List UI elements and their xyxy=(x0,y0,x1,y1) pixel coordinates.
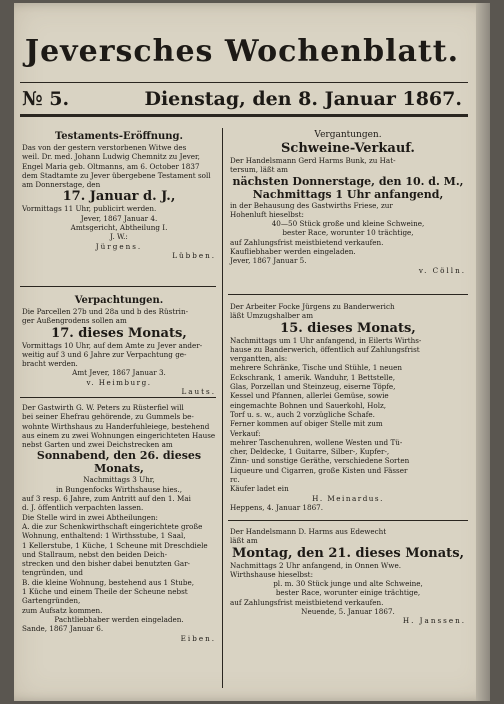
notice-line: Gartengründen, xyxy=(22,596,81,606)
notice-rule xyxy=(228,520,468,521)
notice-line: nebst Garten und zwei Deichstrecken am xyxy=(22,440,173,450)
notice-line: Ferner kommen auf obiger Stelle mit zum xyxy=(230,419,383,429)
notice-line: Amt Jever, 1867 Januar 3. xyxy=(72,368,166,378)
notice-signature: v. Cölln. xyxy=(418,265,466,275)
notice-line: mehrer Taschenuhren, wollene Westen und Tü- xyxy=(230,437,403,447)
notice-date: Sonnabend, den 26. dieses Monats, xyxy=(36,449,202,476)
notice-title: Schweine-Verkauf. xyxy=(281,141,415,156)
left-column xyxy=(22,403,216,643)
notice-line: Der Handelsmann Gerd Harms Bunk, zu Hat- xyxy=(230,156,396,165)
notice-line: cher, Deldecke, 1 Guitarre, Silber-, Kupfer-, xyxy=(230,447,390,457)
notice-line: Eckschrank, 1 amerik. Wanduhr, 1 Bettstelle, xyxy=(230,372,396,382)
notice-line: Der Handelsmann D. Harms aus Edewecht xyxy=(230,527,387,536)
notice-line: Die Parcellen 27b und 28a und b des Rüstrin- xyxy=(22,307,189,316)
notice-line: mehrere Schränke, Tische und Stühle, 1 neuen xyxy=(230,363,403,373)
notice-line: tengründen, und xyxy=(22,568,83,578)
notice-line: Jever, 1867 Januar 5. xyxy=(230,256,307,266)
notice-line: am Donnerstage, den xyxy=(22,180,101,190)
notice-line: Jever, 1867 Januar 4. xyxy=(80,213,158,223)
notice-signature: J. W.: xyxy=(110,232,128,242)
notice-line: Neuende, 5. Januar 1867. xyxy=(301,607,395,617)
notice-line: weitig auf 3 und 6 Jahre zur Verpachtung ge- xyxy=(22,349,187,359)
column-divider xyxy=(222,128,223,688)
notice-line: Der Arbeiter Focke Jürgens zu Banderwerich xyxy=(230,302,395,311)
notice-line: rc. xyxy=(230,475,240,485)
notice-line: vergantten, als: xyxy=(230,354,288,364)
notice-line: Amtsgericht, Abtheilung I. xyxy=(70,223,168,233)
dateline-rule xyxy=(20,114,468,117)
notice-line: Engel Maria geb. Oltmanns, am 6. October 1837 xyxy=(22,161,200,171)
notice-line: Hohenluft hieselbst: xyxy=(230,209,304,219)
notice-title: Verpachtungen. xyxy=(74,295,164,306)
left-column xyxy=(22,130,216,260)
notice-line: Das von der gestern verstorbenen Witwe des xyxy=(22,143,187,152)
notice-line: Zinn- und sonstige Geräthe, verschiedene Sorten xyxy=(230,456,410,466)
notice-line: bester Race, worunter 10 trächtige, xyxy=(282,228,414,238)
notice-signature: H. Janssen. xyxy=(402,616,466,626)
right-column xyxy=(230,527,466,626)
notice-signature: Lauts. xyxy=(181,387,216,397)
notice-line: ger Außengrodens sollen am xyxy=(22,316,127,326)
notice-line: Der Gastwirth G. W. Peters zu Rüsterfiel will xyxy=(22,403,184,412)
notice-line: A. die zur Schenkwirthschaft eingerichtete große xyxy=(22,521,203,531)
notice-line: Torf u. s. w., auch 2 vorzügliche Schafe. xyxy=(230,409,375,419)
left-column xyxy=(22,294,216,396)
notice-date: nächsten Donnerstage, den 10. d. M., xyxy=(232,174,464,188)
notice-date: Montag, den 21. dieses Monats, xyxy=(231,545,465,561)
notice-date: 17. dieses Monats, xyxy=(51,325,187,341)
notice-signature: Eiben. xyxy=(180,633,216,643)
notice-line: Kessel und Pfannen, allerlei Gemüse, sowie xyxy=(230,391,389,401)
notice-line: Verkauf: xyxy=(230,428,261,438)
notice-line: zum Aufsatz kommen. xyxy=(22,605,103,615)
notice-line: auf Zahlungsfrist meistbietend verkaufen. xyxy=(230,237,384,247)
notice-line: dem Stadtamte zu Jever übergebene Testament soll xyxy=(22,170,211,180)
notice-signature: H. Meinardus. xyxy=(312,493,384,503)
notice-signature: Jürgens. xyxy=(95,241,143,251)
notice-title: Testaments-Eröffnung. xyxy=(54,131,184,142)
notice-line: Kaufliebhaber werden eingeladen. xyxy=(230,247,356,257)
notice-line: Nachmittags 2 Uhr anfangend, in Onnen Wwe. xyxy=(230,560,401,570)
notice-signature: Lübben. xyxy=(172,250,216,260)
notice-line: 1 Küche und einem Theile der Scheune nebst xyxy=(22,587,188,597)
notice-line: weil. Dr. med. Johann Ludwig Chemnitz zu Jever, xyxy=(22,152,200,162)
notice-line: 1 Kellerstube, 1 Küche, 1 Scheune mit Dreschdiele xyxy=(22,540,208,550)
notice-line: Nachmittags um 1 Uhr anfangend, in Eilerts Wirths- xyxy=(230,335,422,345)
issue-date: Dienstag, den 8. Januar 1867. xyxy=(144,88,462,110)
section-kicker: Vergantungen. xyxy=(314,130,382,140)
notice-line: hause zu Banderwerich, öffentlich auf Zahlungsfrist xyxy=(230,344,420,354)
notice-line: in der Behausung des Gastwirths Friese, zur xyxy=(230,200,393,210)
notice-date: 15. dieses Monats, xyxy=(280,320,416,336)
notice-line: aus einem zu zwei Wohnungen eingerichteten Hause xyxy=(22,430,216,440)
notice-line: eingemachte Bohnen und Sauerkohl, Holz, xyxy=(230,400,387,410)
notice-line: 40—50 Stück große und kleine Schweine, xyxy=(271,219,425,229)
notice-line: tersum, läßt am xyxy=(230,165,288,175)
right-column xyxy=(230,302,466,512)
notice-line: B. die kleine Wohnung, bestehend aus 1 Stube, xyxy=(22,577,194,587)
notice-line: Die Stelle wird in zwei Abtheilungen: xyxy=(22,512,158,522)
dateline xyxy=(22,88,462,110)
notice-line: Käufer ladet ein xyxy=(230,484,289,494)
notice-line: auf Zahlungsfrist meistbietend verkaufen. xyxy=(230,597,384,607)
issue-number: № 5. xyxy=(22,88,70,110)
notice-line: Pachtliebhaber werden eingeladen. xyxy=(54,614,184,624)
notice-time: Nachmittags 1 Uhr anfangend, xyxy=(252,187,444,201)
notice-rule xyxy=(20,397,216,398)
notice-line: Vormittags 11 Uhr, publicirt werden. xyxy=(22,204,157,214)
masthead-title: Jeversches Wochenblatt. xyxy=(24,34,460,69)
notice-line: läßt am xyxy=(230,536,258,546)
notice-line: pl. m. 30 Stück junge und alte Schweine, xyxy=(273,579,423,589)
notice-rule xyxy=(228,294,468,295)
notice-line: bei seiner Ehefrau gehörende, zu Gummels be- xyxy=(22,412,194,422)
notice-line: bracht werden. xyxy=(22,359,78,369)
notice-line: Nachmittags 3 Uhr, xyxy=(83,475,155,485)
page-edge xyxy=(476,3,490,701)
notice-line: und Stallraum, nebst den beiden Deich- xyxy=(22,549,168,559)
notice-line: d. J. öffentlich verpachten lassen. xyxy=(22,503,144,513)
notice-signature: v. Heimburg. xyxy=(86,377,152,387)
notice-rule xyxy=(20,286,216,287)
notice-line: Glas, Porzellan und Steinzeug, eiserne Töpfe, xyxy=(230,382,396,392)
notice-line: wohnte Wirthshaus zu Handerfuhleiege, bestehend xyxy=(22,421,210,431)
notice-line: strecken und den bisher dabei benutzten Gar- xyxy=(22,559,190,569)
notice-line: Sande, 1867 Januar 6. xyxy=(22,624,104,634)
notice-line: Vormittags 10 Uhr, auf dem Amte zu Jever ander- xyxy=(22,340,203,350)
notice-line: auf 3 resp. 6 Jahre, zum Antritt auf den 1. Mai xyxy=(22,494,191,504)
notice-line: in Bungenfocks Wirthshause hies., xyxy=(56,484,182,494)
notice-line: Heppens, 4. Januar 1867. xyxy=(230,502,324,512)
notice-line: Liqueure und Cigarren, große Kisten und Fässer xyxy=(230,465,408,475)
notice-line: Wirthshause hieselbst: xyxy=(230,569,313,579)
notice-line: läßt Umzugshalber am xyxy=(230,311,314,321)
notice-date: 17. Januar d. J., xyxy=(62,189,176,205)
notice-line: bester Race, worunter einige trächtige, xyxy=(275,588,421,598)
masthead-rule xyxy=(20,82,468,83)
right-column xyxy=(230,130,466,275)
notice-line: Wohnung, enthaltend: 1 Wirthsstube, 1 Saal, xyxy=(22,531,186,541)
